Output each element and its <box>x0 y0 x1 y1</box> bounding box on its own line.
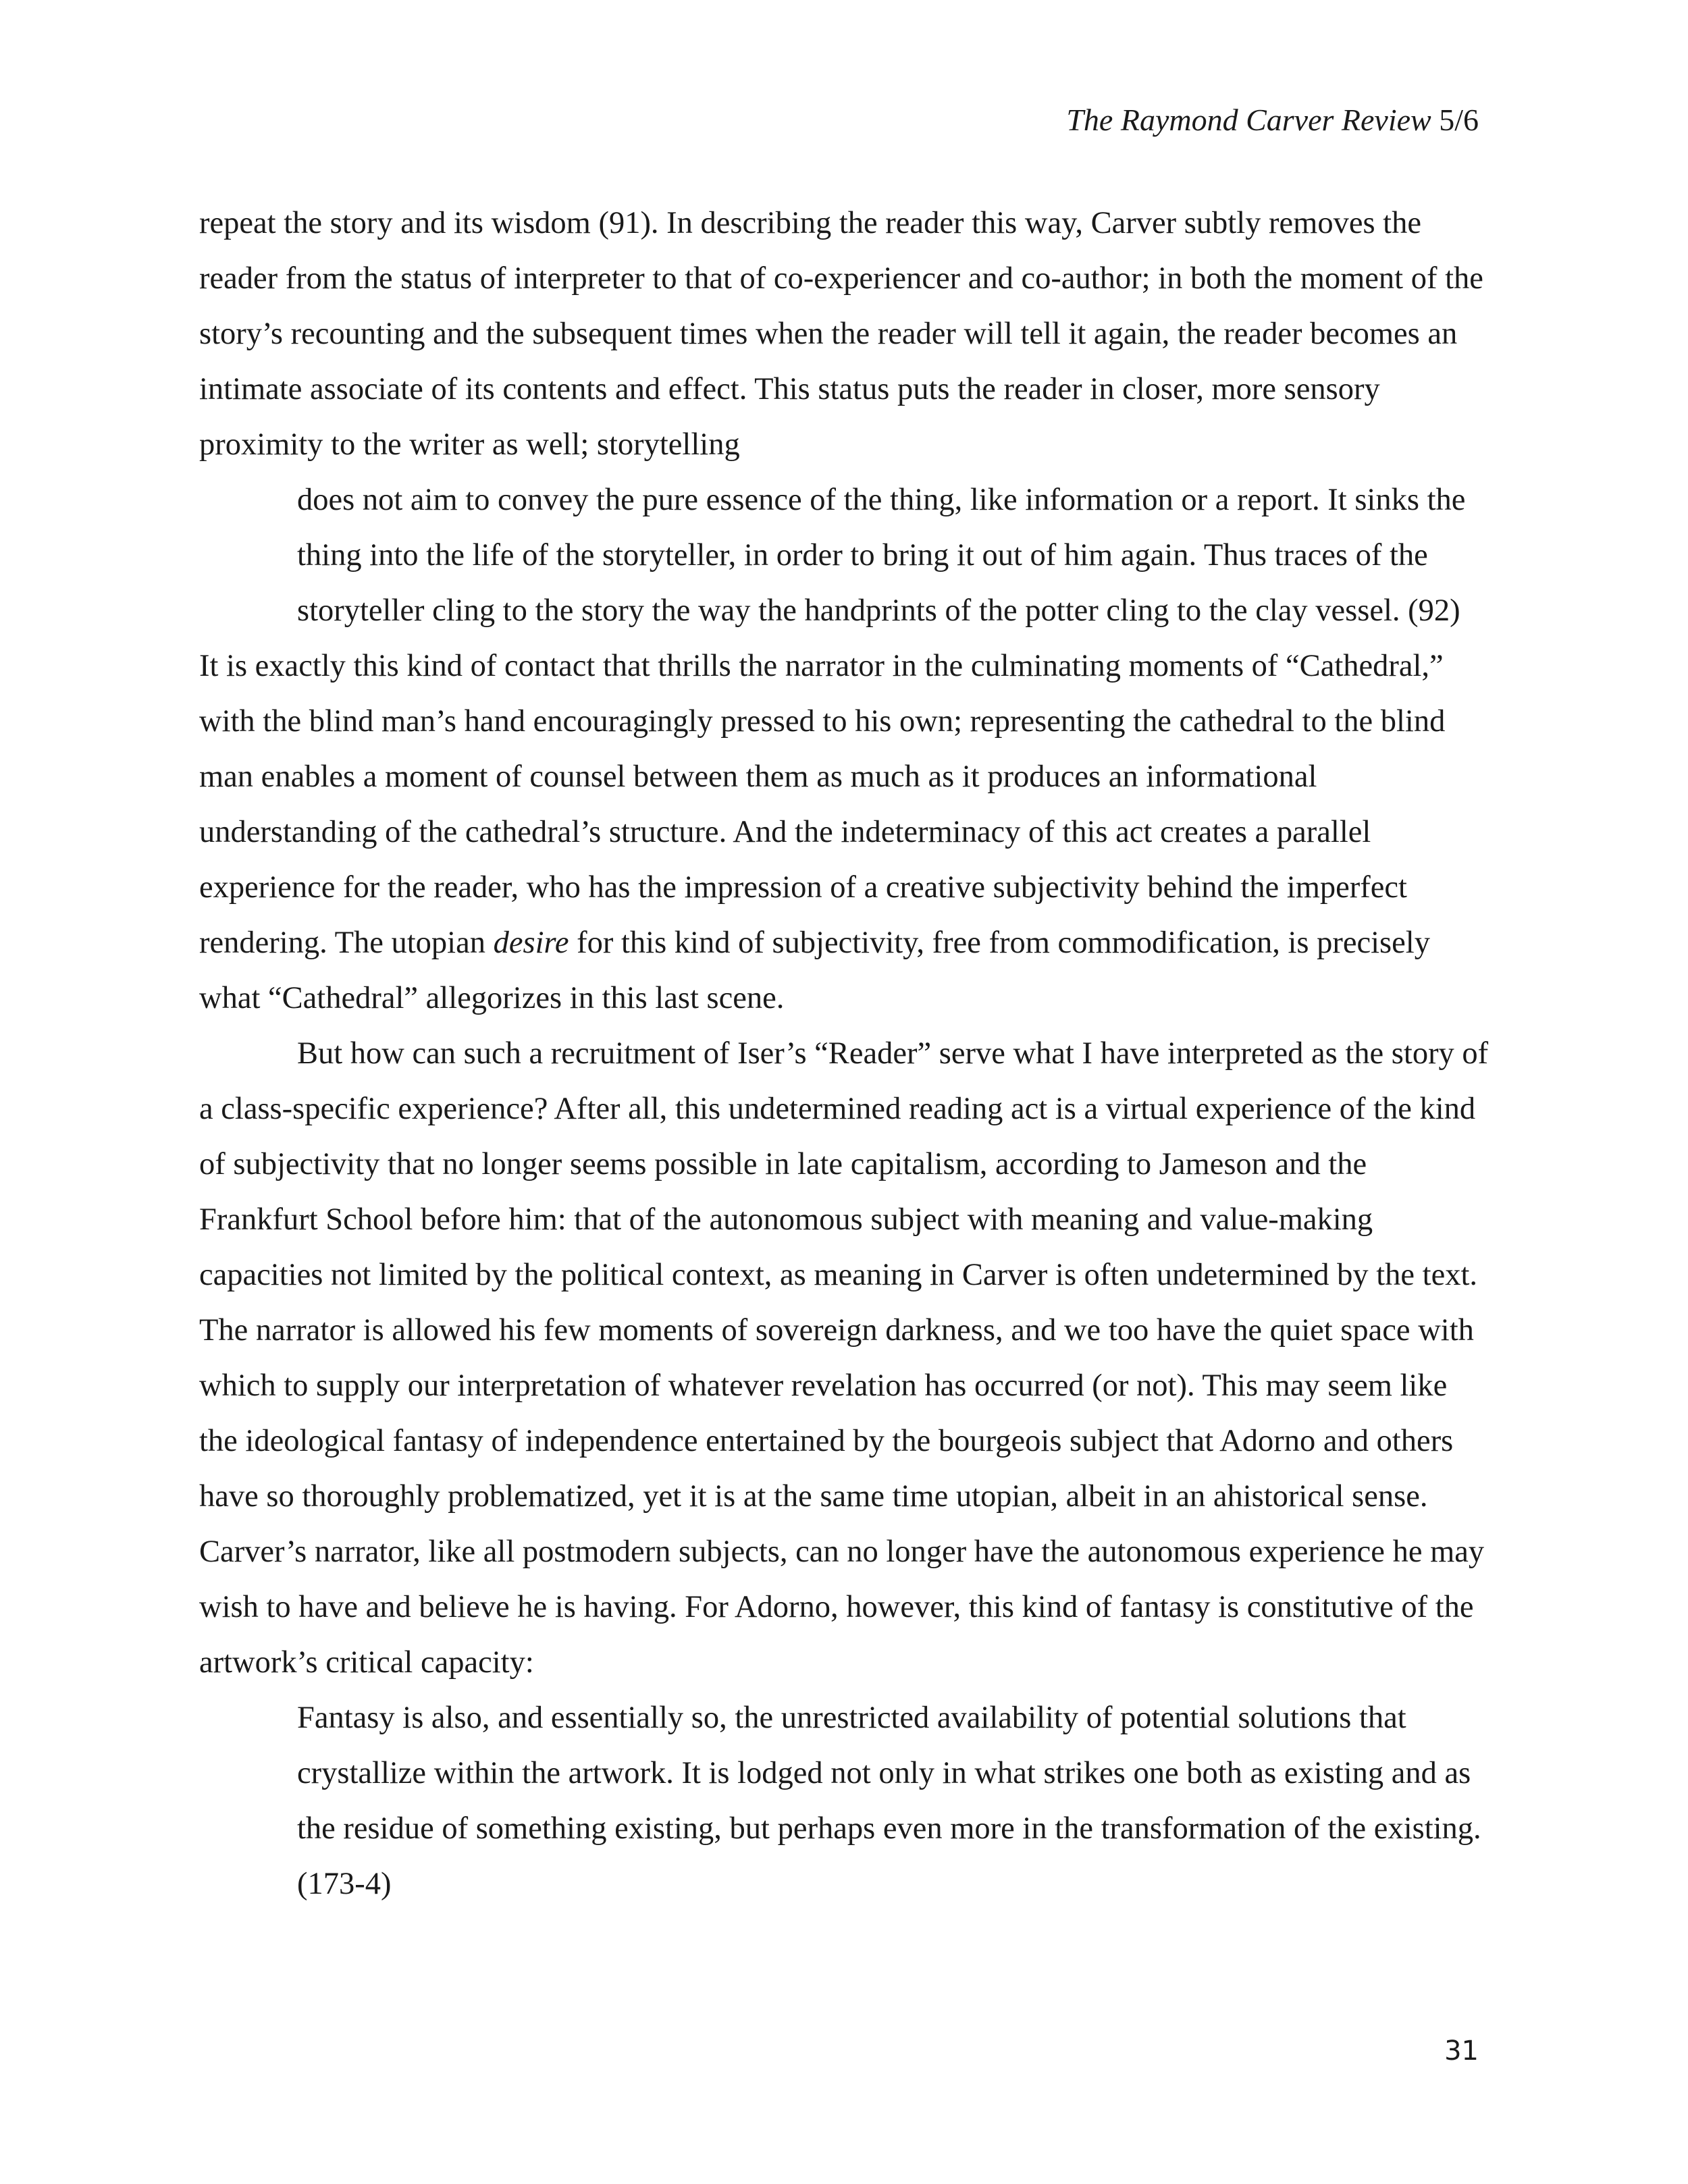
paragraph-2-text-end: for this kind of subjectivity, free from commodification, is precisely what “Cathedral” allegorizes in this last scene. <box>199 926 1430 1015</box>
body-text <box>199 196 1489 1912</box>
paragraph-3: But how can such a recruitment of Iser’s “Reader” serve what I have interpreted as the story of a class-specific experience? After all, this undetermined reading act is a virtual experience of the kind of subjectivity that no longer seems possible in late capitalism, according to Jameson and the Frankfurt School before him: that of the autonomous subject with meaning and value-making capacities not limited by the political context, as meaning in Carver is often undetermined by the text. The narrator is allowed his few moments of sovereign darkness, and we too have the quiet space with which to supply our interpretation of whatever revelation has occurred (or not). This may seem like the ideological fantasy of independence entertained by the bourgeois subject that Adorno and others have so thoroughly problematized, yet it is at the same time utopian, albeit in an ahistorical sense. Carver’s narrator, like all postmodern subjects, can no longer have the autonomous experience he may wish to have and believe he is having. For Adorno, however, this kind of fantasy is constitutive of the artwork’s critical capacity: <box>199 1036 1489 1680</box>
paragraph-1: repeat the story and its wisdom (91). In describing the reader this way, Carver subtly removes the reader from the status of interpreter to that of co-experiencer and co-author; in both the moment of the story’s recounting and the subsequent times when the reader will tell it again, the reader becomes an intimate associate of its contents and effect. This status puts the reader in closer, more sensory proximity to the writer as well; storytelling <box>199 206 1483 462</box>
page-number: 31 <box>1444 2035 1479 2067</box>
journal-title: The Raymond Carver Review <box>1066 103 1431 137</box>
paragraph-2 <box>199 639 1489 1026</box>
block-quote-adorno: Fantasy is also, and essentially so, the unrestricted availability of potential solutions that crystallize within the artwork. It is lodged not only in what strikes one both as existing and as the residue of something existing, but perhaps even more in the transformation of the existing. (173-4) <box>297 1701 1481 1901</box>
paragraph-2-text-start: It is exactly this kind of contact that thrills the narrator in the culminating moments of “Cathedral,” with the blind man’s hand encouragingly pressed to his own; representing the cathedral to the blind man enables a moment of counsel between them as much as it produces an informational understanding of the cathedral’s structure. And the indeterminacy of this act creates a parallel experience for the reader, who has the impression of a creative subjectivity behind the imperfect rendering. The utopian <box>199 649 1446 960</box>
running-header <box>1066 100 1479 140</box>
emphasis-desire: desire <box>493 926 569 960</box>
block-quote-benjamin: does not aim to convey the pure essence of the thing, like information or a report. It sinks the thing into the life of the storyteller, in order to bring it out of him again. Thus traces of the storyteller cling to the story the way the handprints of the potter cling to the clay vessel. (92) <box>297 483 1466 628</box>
issue-number: 5/6 <box>1431 103 1479 137</box>
